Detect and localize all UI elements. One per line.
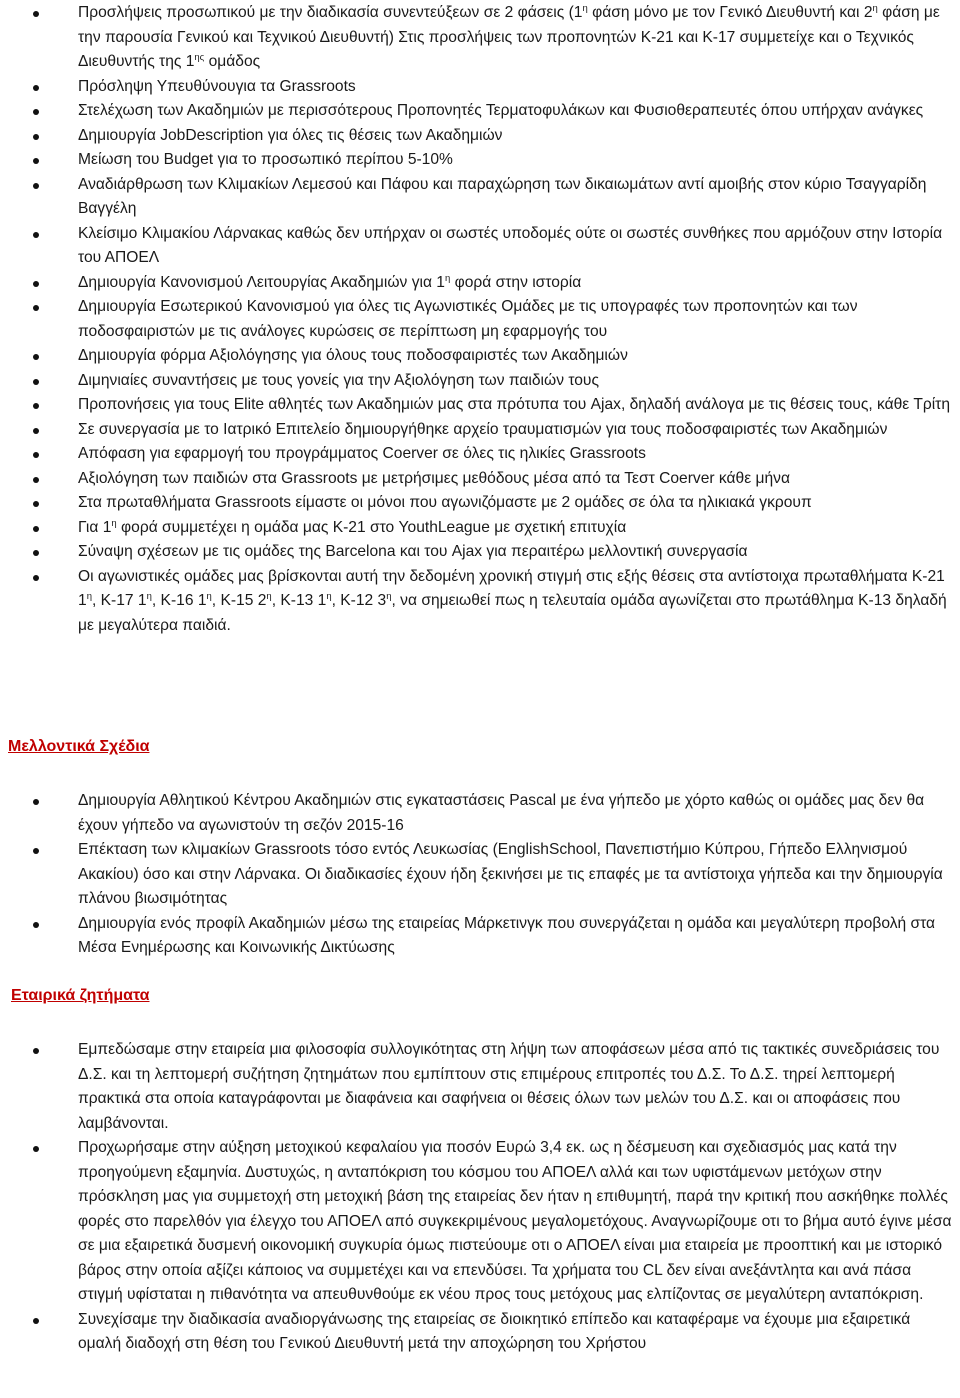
- bullet-icon: [33, 183, 39, 189]
- superscript-text: η: [86, 591, 92, 602]
- list-item: [0, 344, 960, 369]
- item-text: , να σημειωθεί πως η τελευταία ομάδα αγωνίζεται στο πρωτάθλημα Κ-13 δηλαδή με μεγαλύτερα παιδιά.: [78, 592, 947, 634]
- item-text: Στελέχωση των Ακαδημιών με περισσότερους Προπονητές Τερματοφυλάκων και Φυσιοθεραπευτές όπου υπήρχαν ανάγκες: [78, 102, 924, 119]
- list-item: [0, 393, 960, 418]
- list-item: [0, 516, 960, 541]
- item-text: Προχωρήσαμε στην αύξηση μετοχικού κεφαλαίου για ποσόν Ευρώ 3,4 εκ. ως η δέσμευση και σχεδιασμός μας κατά την προηγούμενη εξαμηνία. Δυστυχώς, η ανταπόκριση του κόσμου του ΑΠΟΕΛ αλλά και των υφιστάμενων μετόχων στην πρόσκληση μας για συμμετοχή στη μετοχική βάση της εταιρείας δεν ήταν η επιθυμητή, παρά την κριτική που ασκήθηκε πολλές φορές στο παρελθόν για έλεγχο του ΑΠΟΕΛ από συγκεκριμένους μεγαλομετόχους. Αναγνωρίζουμε οτι το βήμα αυτό έγινε μέσα σε μια εξαιρετικά δυσμενή οικονομική συγκυρία όμως πιστεύουμε οτι ο ΑΠΟΕΛ είναι μια εταιρεία με προοπτική και με ιστορικό βάρος στην οποία αξίζει κάποιος να συμμετέχει και να επενδύσει. Τα χρήματα του CL δεν είναι ανεξάντλητα και ανά πάσα στιγμή υφίσταται η πιθανότητα να απευθυνθούμε εκ νέου προς τους μετόχους μας ελπίζοντας σε μεγαλύτερη ανταπόκριση.: [78, 1139, 952, 1303]
- item-text: Δημιουργία Αθλητικού Κέντρου Ακαδημιών στις εγκαταστάσεις Pascal με ένα γήπεδο με χόρτο καθώς οι ομάδες μας δεν θα έχουν γήπεδο να αγωνιστούν τη σεζόν 2015-16: [78, 792, 925, 834]
- bullet-icon: [33, 452, 39, 458]
- list-item: [0, 148, 960, 173]
- bullet-icon: [33, 1146, 39, 1152]
- item-text: φάση με την παρουσία Γενικού και Τεχνικού Διευθυντή) Στις προσλήψεις των προπονητών Κ-21 και Κ-17 συμμετείχε και ο Τεχνικός Διευθυντής της 1: [78, 4, 940, 70]
- item-text: Στα πρωταθλήματα Grassroots είμαστε οι μόνοι που αγωνιζόμαστε με 2 ομάδες σε όλα τα ηλικιακά γκρουπ: [78, 494, 812, 511]
- bullet-icon: [33, 550, 39, 556]
- list-item: [0, 173, 960, 222]
- item-text: Επέκταση των κλιμακίων Grassroots τόσο εντός Λευκωσίας (EnglishSchool, Πανεπιστήμιο Κύπρου, Γήπεδο Ελληνισμού Ακακίου) όσο και στην Λάρνακα. Οι διαδικασίες έχουν ήδη ξεκινήσει με τις επαφές με τα αντίστοιχα γήπεδα και την δημιουργία πλάνου βιωσιμότητας: [78, 841, 943, 907]
- superscript-text: η: [206, 591, 212, 602]
- list-item: [0, 222, 960, 271]
- bullet-icon: [33, 575, 39, 581]
- list-item: [0, 124, 960, 149]
- item-text: ομάδος: [204, 53, 261, 70]
- bullet-icon: [33, 305, 39, 311]
- bullet-icon: [33, 922, 39, 928]
- item-text: Δημιουργία ενός προφίλ Ακαδημιών μέσω της εταιρείας Μάρκετινγκ που συνεργάζεται η ομάδα και μεγαλύτερη προβολή στα Μέσα Ενημέρωσης και Κοινωνικής Δικτύωσης: [78, 914, 936, 956]
- future-plans-heading: Μελλοντικά Σχέδια: [8, 738, 150, 755]
- item-text: , Κ-15 2: [211, 592, 267, 609]
- item-text: Αξιολόγηση των παιδιών στα Grassroots με μετρήσιμες μεθόδους μέσα από τα Τεστ Coerver κάθε μήνα: [78, 469, 790, 487]
- superscript-text: η: [326, 591, 332, 602]
- bullet-icon: [33, 428, 39, 434]
- superscript-text: η: [146, 591, 152, 602]
- list-item: [0, 1308, 960, 1357]
- item-text: Μείωση του Budget για το προσωπικό περίπου 5-10%: [78, 151, 453, 168]
- item-text: φάση μόνο με τον Γενικό Διευθυντή και 2: [587, 4, 873, 21]
- list-item: [0, 99, 960, 124]
- list-item: [0, 912, 960, 961]
- superscript-text: ης: [194, 52, 205, 63]
- bullet-icon: [33, 477, 39, 483]
- achievements-list: [0, 1, 960, 638]
- item-text: Αναδιάρθρωση των Κλιμακίων Λεμεσού και Πάφου και παραχώρηση των δικαιωμάτων αντί αμοιβής στον κύριο Τσαγγαρίδη Βαγγέλη: [78, 175, 927, 217]
- item-text: , Κ-17 1: [91, 592, 147, 609]
- corporate-matters-list: [0, 1038, 960, 1357]
- item-text: , Κ-13 1: [271, 592, 327, 609]
- superscript-text: η: [111, 517, 117, 529]
- superscript-text: η: [444, 272, 451, 284]
- list-item: [0, 540, 960, 565]
- item-text: Πρόσληψη Υπευθύνουγια τα Grassroots: [78, 77, 356, 95]
- list-item: [0, 491, 960, 516]
- list-item: [0, 271, 960, 296]
- bullet-icon: [33, 85, 39, 91]
- bullet-icon: [33, 1318, 39, 1324]
- item-text: Δημιουργία φόρμα Αξιολόγησης για όλους τους ποδοσφαιριστές των Ακαδημιών: [78, 347, 628, 364]
- bullet-icon: [33, 526, 39, 532]
- item-text: Δημιουργία JobDescription για όλες τις θέσεις των Ακαδημιών: [78, 126, 503, 144]
- list-item: [0, 418, 960, 443]
- superscript-text: η: [872, 3, 878, 14]
- item-text: Κλείσιμο Κλιμακίου Λάρνακας καθώς δεν υπήρχαν οι σωστές υποδομές ούτε οι σωστές συνθήκες που αρμόζουν στην Ιστορία του ΑΠΟΕΛ: [78, 224, 943, 266]
- item-text: , Κ-16 1: [151, 592, 207, 609]
- item-text: Σε συνεργασία με το Ιατρικό Επιτελείο δημιουργήθηκε αρχείο τραυματισμών για τους ποδοσφαιριστές των Ακαδημιών: [78, 420, 888, 438]
- list-item: [0, 838, 960, 912]
- item-text: Οι αγωνιστικές ομάδες μας βρίσκονται αυτή την δεδομένη χρονική στιγμή στις εξής θέσεις στα αντίστοιχα πρωταθλήματα Κ-21 1: [78, 567, 945, 609]
- bullet-icon: [33, 354, 39, 360]
- list-item: [0, 1038, 960, 1136]
- item-text: Απόφαση για εφαρμογή του προγράμματος Coerver σε όλες τις ηλικίες Grassroots: [78, 445, 646, 462]
- corporate-matters-heading: Εταιρικά ζητήματα: [11, 987, 150, 1004]
- item-text: Διμηνιαίες συναντήσεις με τους γονείς για την Αξιολόγηση των παιδιών τους: [78, 371, 599, 389]
- bullet-icon: [33, 379, 39, 385]
- list-item: [0, 295, 960, 344]
- item-text: Δημιουργία Εσωτερικού Κανονισμού για όλες τις Αγωνιστικές Ομάδες με τις υπογραφές των προπονητών και των ποδοσφαιριστών με τις ανάλογες κυρώσεις σε περίπτωση μη εφαρμογής του: [78, 298, 858, 340]
- item-text: Για 1: [78, 518, 112, 536]
- bullet-icon: [33, 501, 39, 507]
- item-text: Συνεχίσαμε την διαδικασία αναδιοργάνωσης της εταιρείας σε διοικητικό επίπεδο και καταφέραμε να έχουμε μια εξαιρετικά ομαλή διαδοχή στη θέση του Γενικού Διευθυντή μετά την αποχώρηση του Χρήστου: [78, 1310, 911, 1352]
- bullet-icon: [33, 1048, 39, 1054]
- bullet-icon: [33, 281, 39, 287]
- item-text: Προπονήσεις για τους Elite αθλητές των Ακαδημιών μας στα πρότυπα του Ajax, δηλαδή ανάλογα με τις θέσεις τους, κάθε Τρίτη: [78, 396, 951, 413]
- superscript-text: η: [582, 3, 588, 14]
- list-item: [0, 1, 960, 75]
- list-item: [0, 789, 960, 838]
- list-item: [0, 75, 960, 100]
- future-plans-list: [0, 789, 960, 961]
- bullet-icon: [33, 848, 39, 854]
- item-text: , Κ-12 3: [331, 592, 387, 609]
- bullet-icon: [33, 134, 39, 140]
- superscript-text: η: [386, 591, 392, 602]
- list-item: [0, 467, 960, 492]
- item-text: Δημιουργία Κανονισμού Λειτουργίας Ακαδημιών για 1: [78, 273, 445, 291]
- bullet-icon: [33, 11, 39, 17]
- list-item: [0, 565, 960, 639]
- bullet-icon: [33, 158, 39, 164]
- item-text: φορά στην ιστορία: [450, 273, 582, 291]
- item-text: φορά συμμετέχει η ομάδα μας Κ-21 στο YouthLeague με σχετική επιτυχία: [116, 518, 627, 536]
- list-item: [0, 442, 960, 467]
- superscript-text: η: [266, 591, 272, 602]
- bullet-icon: [33, 799, 39, 805]
- item-text: Προσλήψεις προσωπικού με την διαδικασία συνεντεύξεων σε 2 φάσεις (1: [78, 4, 583, 21]
- item-text: Εμπεδώσαμε στην εταιρεία μια φιλοσοφία συλλογικότητας στη λήψη των αποφάσεων μέσα από τις τακτικές συνεδριάσεις του Δ.Σ. και τη λεπτομερή συζήτηση ζητημάτων που εμπίπτουν στις επιμέρους επιτροπές του Δ.Σ. Το Δ.Σ. τηρεί λεπτομερή πρακτικά στα οποία καταγράφονται με διαφάνεια και σαφήνεια οι θέσεις όλων των μελών του Δ.Σ. και οι αποφάσεις που λαμβάνονται.: [78, 1041, 940, 1132]
- list-item: [0, 1136, 960, 1308]
- bullet-icon: [33, 109, 39, 115]
- list-item: [0, 369, 960, 394]
- bullet-icon: [33, 232, 39, 238]
- item-text: Σύναψη σχέσεων με τις ομάδες της Barcelona και του Ajax για περαιτέρω μελλοντική συνεργασία: [78, 543, 748, 560]
- bullet-icon: [33, 403, 39, 409]
